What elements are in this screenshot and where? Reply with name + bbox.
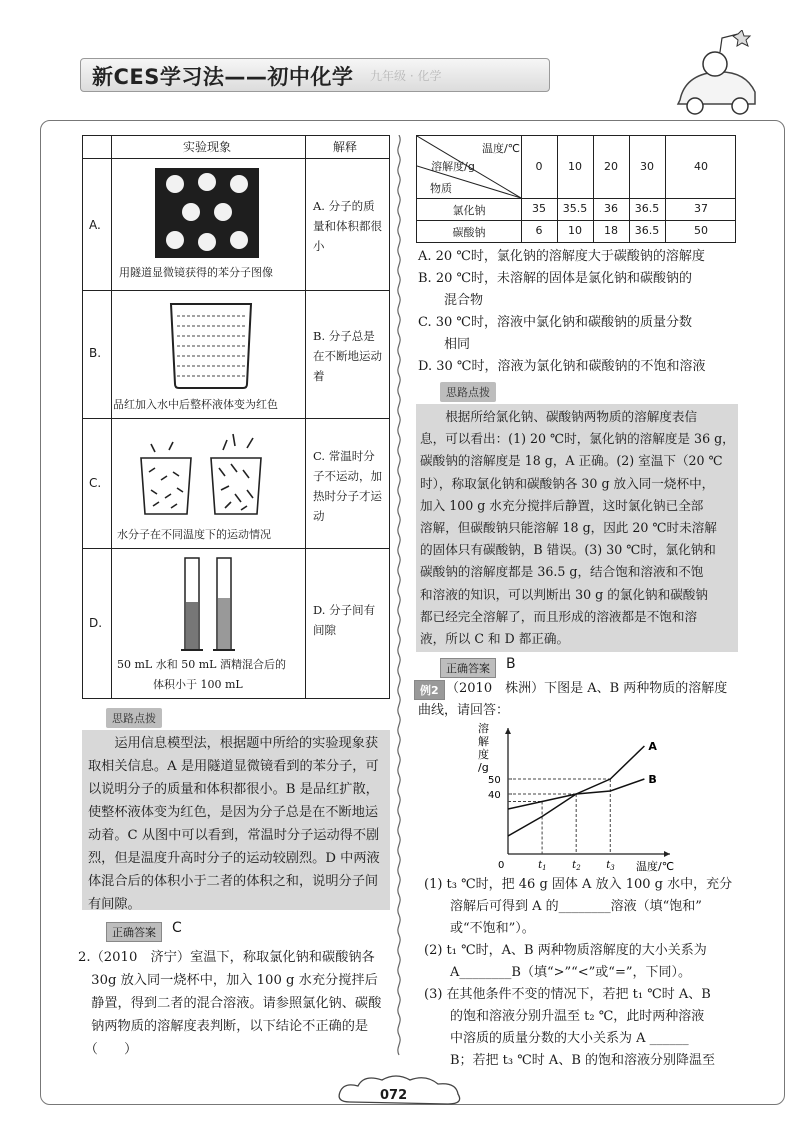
value-cell: 35 xyxy=(532,202,546,215)
mascot-car-icon xyxy=(660,30,770,120)
example-2-text-2: 曲线，请回答： xyxy=(418,703,510,718)
value-cell: 18 xyxy=(604,224,618,237)
beaker-icon xyxy=(163,298,259,392)
origin-label: 0 xyxy=(498,860,505,871)
explain-c: C. 常温时分 子不运动，加 热时分子才运 动 xyxy=(313,449,382,523)
chart-svg xyxy=(462,720,702,880)
explain-b: B. 分子总是 在不断地运动 着 xyxy=(313,329,382,383)
temp-cell: 10 xyxy=(568,160,582,173)
value-cell: 36.5 xyxy=(634,224,660,237)
tip-label-left: 思路点拨 xyxy=(106,708,162,728)
solubility-chart xyxy=(462,720,702,880)
page-number: 072 xyxy=(380,1088,408,1103)
value-cell: 35.5 xyxy=(562,202,588,215)
caption-b: 品红加入水中后整杯液体变为红色 xyxy=(113,398,278,411)
solubility-table xyxy=(416,135,736,243)
temp-cell: 40 xyxy=(694,160,708,173)
corner-solubility: 溶解度/g xyxy=(431,160,475,173)
x-tick-label: $t_3$ xyxy=(606,860,615,872)
caption-d-1: 50 mL 水和 50 mL 酒精混合后的 xyxy=(117,658,286,671)
temp-cell: 0 xyxy=(535,160,543,173)
header-title: 新CES学习法——初中化学 xyxy=(92,65,354,89)
y-axis-arrow xyxy=(505,728,511,734)
answer-label-left: 正确答案 xyxy=(106,922,162,942)
row-label-c: C. xyxy=(89,476,102,490)
temp-cell: 20 xyxy=(604,160,618,173)
question-2-text: 2.（2010 济宁）室温下，称取氯化钠和碳酸钠各 30g 放入同一烧杯中，加入 100 g 水充分搅拌后 静置，得到二者的混合溶液。请参照氯化钠、碳酸 钠两物质的溶解度表判断，以下结论不正确的是 （ ） xyxy=(78,950,382,1057)
value-cell: 36 xyxy=(604,202,618,215)
series-label-B: B xyxy=(648,773,657,786)
y-axis-label: 溶 xyxy=(478,722,489,735)
answer-value-right: B xyxy=(506,656,516,672)
explain-d: D. 分子间有 间隙 xyxy=(313,603,376,637)
sub-questions: (1) t₃ ℃时，把 46 g 固体 A 放入 100 g 水中，充分 溶解后可得到 A 的________溶液（填“饱和” 或“不饱和”）。 (2) t₁ ℃时，A、B 两种物质溶解度的大小关系为 A________B（填“>”“<”或“=”，下同）。 (3) 在其他条件不变的情况下，若把 t₁ ℃时 A、B 的饱和溶液分别升温至 t₂ ℃，此时两种溶液 中溶质的质量分数的大小关系为 A ______ B；若把 t₃ ℃时 A、B 的饱和溶液分别降温至 xyxy=(424,877,733,1068)
caption-a: 用隧道显微镜获得的苯分子图像 xyxy=(119,266,273,279)
experiment-table xyxy=(82,135,390,699)
row-label-b: B. xyxy=(89,346,102,360)
answer-value-left: C xyxy=(172,920,182,936)
example-2-badge: 例2 xyxy=(414,680,445,700)
explain-a: A. 分子的质 量和体积都很 小 xyxy=(313,199,382,253)
y-axis-label: 解 xyxy=(478,735,489,748)
caption-c: 水分子在不同温度下的运动情况 xyxy=(117,528,271,541)
x-tick-label: $t_2$ xyxy=(572,860,581,872)
row-label-d: D. xyxy=(89,616,103,630)
cylinders-icon xyxy=(179,554,239,654)
answer-label-right: 正确答案 xyxy=(440,658,496,678)
y-tick-label: 50 xyxy=(488,775,501,786)
page-header xyxy=(80,58,730,94)
temp-cell: 30 xyxy=(640,160,654,173)
substance-na2co3: 碳酸钠 xyxy=(452,226,486,239)
y-tick-label: 40 xyxy=(488,790,501,801)
molecules-beakers-icon xyxy=(133,428,273,520)
y-axis-label: /g xyxy=(478,761,489,774)
column-divider xyxy=(392,135,406,1065)
value-cell: 36.5 xyxy=(634,202,660,215)
series-line-A xyxy=(508,746,644,836)
corner-temp: 温度/℃ xyxy=(481,142,521,155)
value-cell: 6 xyxy=(535,224,543,237)
example-2-text: （2010 株洲）下图是 A、B 两种物质的溶解度 xyxy=(446,681,728,696)
value-cell: 50 xyxy=(694,224,708,237)
row-label-a: A. xyxy=(89,218,101,232)
analysis-text-left: 运用信息模型法，根据题中所给的实验现象获 取相关信息。A 是用隧道显微镜看到的苯分子，可 以说明分子的质量和体积都很小。B 是品红扩散， 使整杯液体变为红色，是因为分子总是在不断地运 动着。C 从图中可以看到，常温时分子运动得不剧 烈，但是温度升高时分子的运动较剧烈。D 中两液 体混合后的体积小于二者的体积之和，说明分子间 有间隙。 xyxy=(88,736,380,912)
value-cell: 37 xyxy=(694,202,708,215)
tip-label-right: 思路点拨 xyxy=(440,382,496,402)
x-tick-label: $t_1$ xyxy=(538,860,547,872)
x-axis-label: 温度/℃ xyxy=(636,860,675,873)
col-header-explanation: 解释 xyxy=(333,140,358,154)
answer-options: A. 20 ℃时，氯化钠的溶解度大于碳酸钠的溶解度 B. 20 ℃时，未溶解的固体是氯化钠和碳酸钠的 混合物 C. 30 ℃时，溶液中氯化钠和碳酸钠的质量分数 相同 D. 30 ℃时，溶液为氯化钠和碳酸钠的不饱和溶液 xyxy=(418,249,706,374)
x-axis-arrow xyxy=(664,851,670,857)
series-label-A: A xyxy=(648,740,657,753)
y-axis-label: 度 xyxy=(478,748,489,761)
header-subtitle: 九年级 · 化学 xyxy=(370,69,442,83)
col-header-phenomenon: 实验现象 xyxy=(183,140,232,154)
caption-d-2: 体积小于 100 mL xyxy=(153,678,243,691)
substance-nacl: 氯化钠 xyxy=(452,204,486,217)
analysis-text-right: 根据所给氯化钠、碳酸钠两物质的溶解度表信 息，可以看出：(1) 20 ℃时，氯化钠的溶解度是 36 g， 碳酸钠的溶解度是 18 g，A 正确。(2) 室温下（20 ℃ 时），称取氯化钠和碳酸钠各 30 g 放入同一烧杯中， 加入 100 g 水充分搅拌后静置，这时氯化钠已全部 溶解，但碳酸钠只能溶解 18 g，因此 20 ℃时未溶解 的固体只有碳酸钠，B 错误。(3) 30 ℃时，氯化钠和 碳酸钠的溶解度都是 36.5 g，结合饱和溶液和不饱 和溶液的知识，可以判断出 30 g 的氯化钠和碳酸钠 都已经完全溶解了，而且形成的溶液都是不饱和溶 液，所以 C 和 D 都正确。 xyxy=(420,409,735,647)
corner-substance: 物质 xyxy=(430,182,452,195)
benzene-image xyxy=(155,168,259,258)
value-cell: 10 xyxy=(568,224,582,237)
